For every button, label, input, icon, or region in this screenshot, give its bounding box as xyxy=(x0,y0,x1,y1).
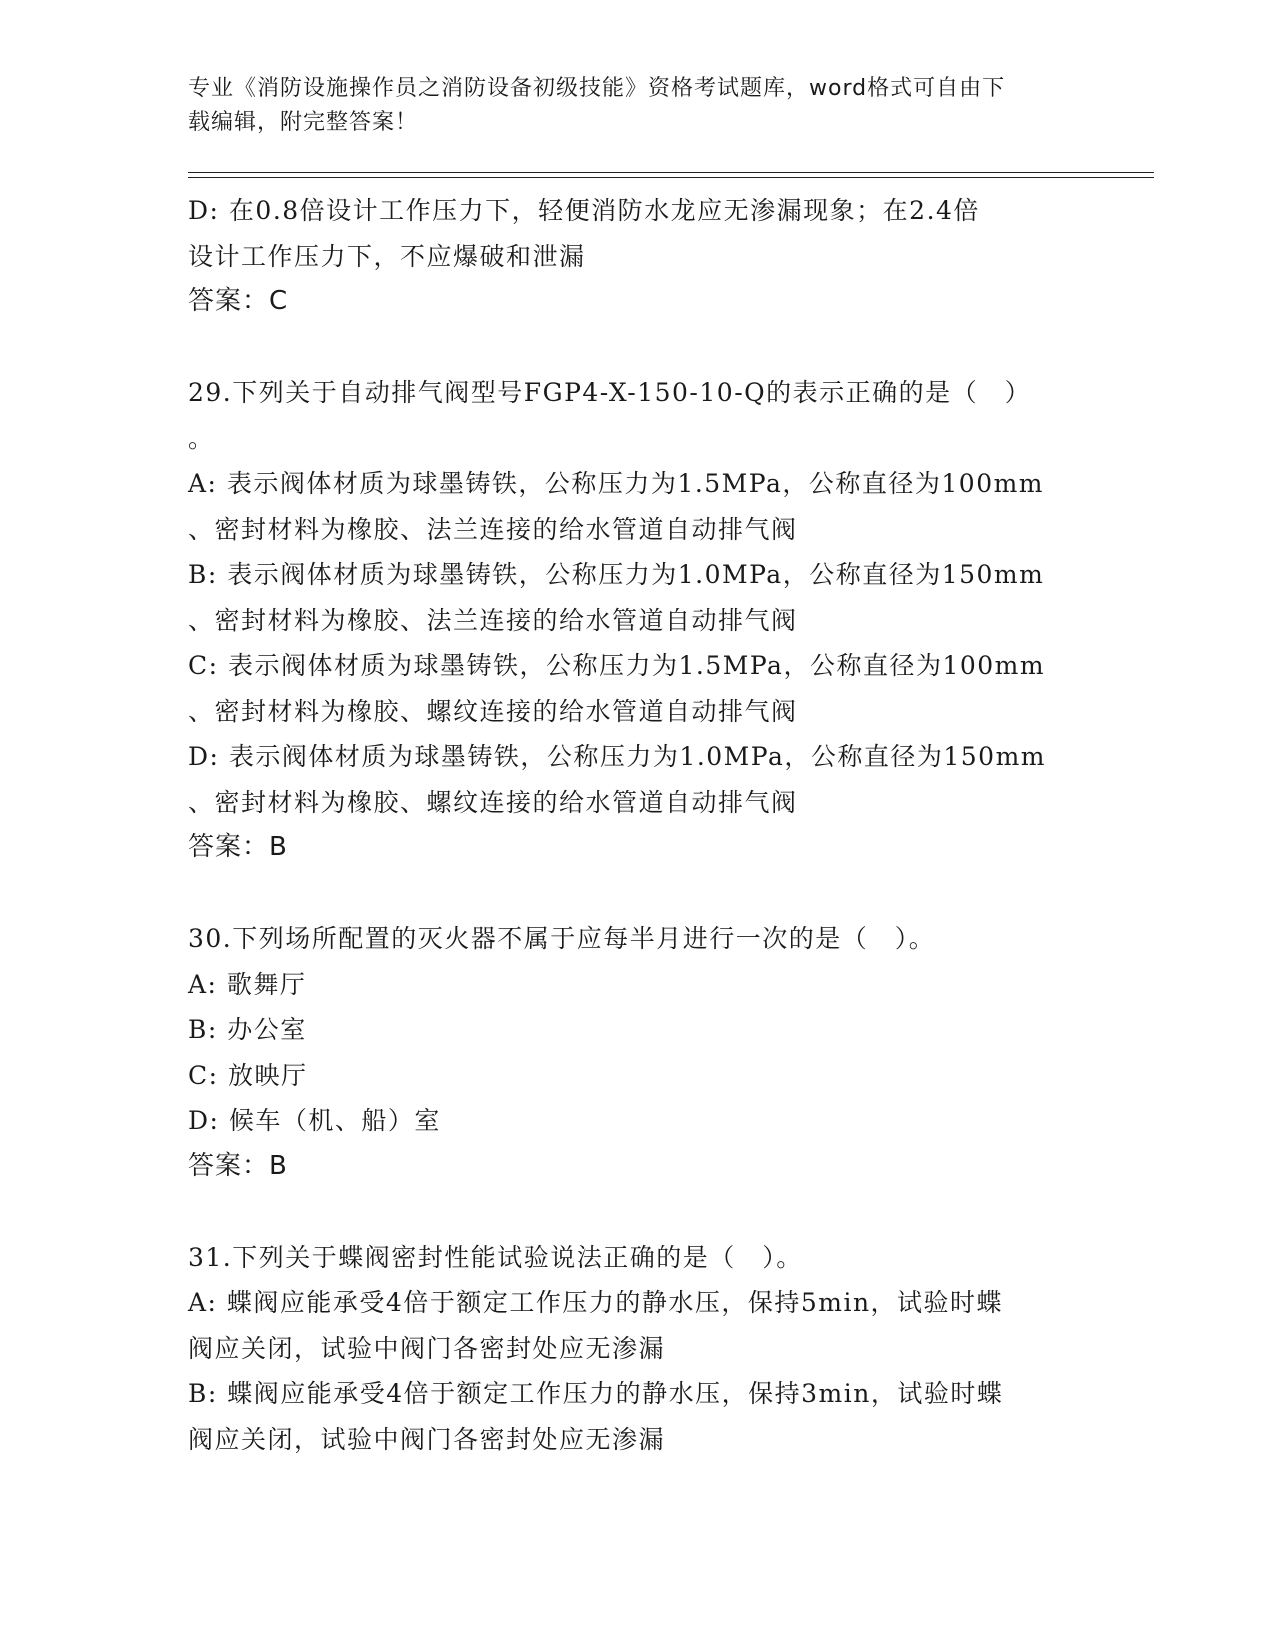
question-stem: 30.下列场所配置的灭火器不属于应每半月进行一次的是（ ）。 xyxy=(188,924,936,953)
option-a-line-1: A: 表示阀体材质为球墨铸铁，公称压力为1.5MPa，公称直径为100mm xyxy=(188,469,1045,498)
option-b-line-2: 、密封材料为橡胶、法兰连接的给水管道自动排气阀 xyxy=(188,605,798,635)
question-content xyxy=(188,188,1088,1462)
option-b-line-2: 阀应关闭，试验中阀门各密封处应无渗漏 xyxy=(188,1424,666,1454)
answer-label: 答案：B xyxy=(188,1150,288,1181)
option-d-line-2: 、密封材料为橡胶、螺纹连接的给水管道自动排气阀 xyxy=(188,787,798,817)
question-block-31 xyxy=(188,1235,1088,1463)
option-d-line-1: D: 表示阀体材质为球墨铸铁，公称压力为1.0MPa，公称直径为150mm xyxy=(188,742,1047,771)
option-d-line-1: D: 在0.8倍设计工作压力下，轻便消防水龙应无渗漏现象；在2.4倍 xyxy=(188,196,980,225)
option-a-line-2: 阀应关闭，试验中阀门各密封处应无渗漏 xyxy=(188,1333,666,1363)
option-a-line-1: A: 蝶阀应能承受4倍于额定工作压力的静水压，保持5min，试验时蝶 xyxy=(188,1288,1004,1317)
option-d-line-2: 设计工作压力下，不应爆破和泄漏 xyxy=(188,241,586,271)
header-divider-top xyxy=(188,172,1154,173)
page-header xyxy=(188,72,1068,140)
option-b-line-1: B: 表示阀体材质为球墨铸铁，公称压力为1.0MPa，公称直径为150mm xyxy=(188,560,1045,589)
option-b-line-1: B: 蝶阀应能承受4倍于额定工作压力的静水压，保持3min，试验时蝶 xyxy=(188,1379,1004,1408)
option-d: D: 候车（机、船）室 xyxy=(188,1106,441,1135)
block-spacer xyxy=(188,871,1088,917)
block-spacer xyxy=(188,1189,1088,1235)
question-block-29 xyxy=(188,370,1088,871)
question-stem: 31.下列关于蝶阀密封性能试验说法正确的是（ ）。 xyxy=(188,1242,803,1272)
header-divider-bottom xyxy=(188,177,1154,178)
question-stem-continued: 。 xyxy=(188,423,215,453)
answer-label: 答案：B xyxy=(188,832,288,862)
header-line-2: 载编辑，附完整答案！ xyxy=(188,110,419,135)
option-c-line-1: C: 表示阀体材质为球墨铸铁，公称压力为1.5MPa，公称直径为100mm xyxy=(188,651,1046,680)
option-c: C: 放映厅 xyxy=(188,1060,308,1090)
question-block-28-tail xyxy=(188,188,1088,325)
answer-label: 答案：C xyxy=(188,286,289,316)
header-line-1: 专业《消防设施操作员之消防设备初级技能》资格考试题库，word格式可自由下 xyxy=(188,76,1006,101)
option-a-line-2: 、密封材料为橡胶、法兰连接的给水管道自动排气阀 xyxy=(188,514,798,544)
question-block-30 xyxy=(188,916,1088,1189)
option-a: A: 歌舞厅 xyxy=(188,969,307,999)
question-stem: 29.下列关于自动排气阀型号FGP4-X-150-10-Q的表示正确的是（ ） xyxy=(188,378,1032,407)
block-spacer xyxy=(188,325,1088,371)
option-b: B: 办公室 xyxy=(188,1015,307,1044)
option-c-line-2: 、密封材料为橡胶、螺纹连接的给水管道自动排气阀 xyxy=(188,696,798,726)
